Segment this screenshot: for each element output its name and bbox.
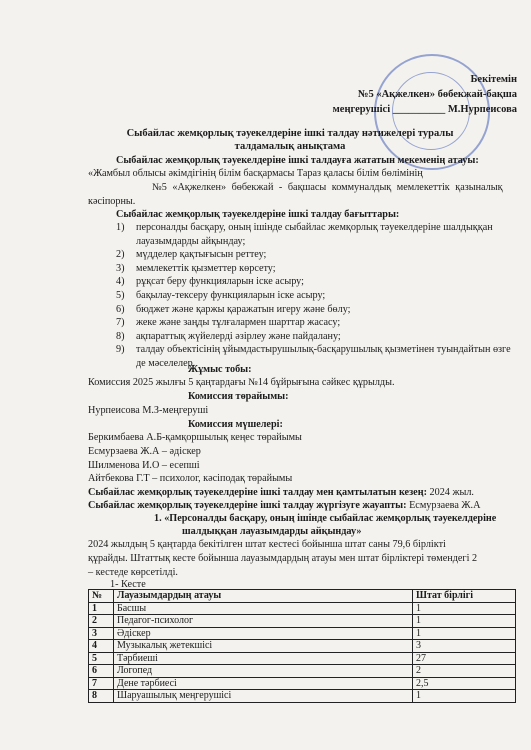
- chair-heading: Комиссия төрайымы:: [188, 391, 289, 402]
- header-units: Штат бірлігі: [413, 590, 516, 603]
- table-row: 6 Логопед 2: [89, 665, 516, 678]
- member-item: Есмурзаева Ж.А – әдіскер: [88, 446, 201, 457]
- table-row: 1 Басшы 1: [89, 602, 516, 615]
- section1-para-2: құрайды. Штаттық кесте бойынша лауазымдардың атауы мен штат бірліктері төмендегі 2: [88, 553, 478, 564]
- header-position: Лауазымдардың атауы: [114, 590, 413, 603]
- member-item: Беркимбаева А.Б-қамқоршылық кеңес төрайымы: [88, 432, 302, 443]
- list-item: 8) ақпараттық жүйелерді әзірлеу және пайдалану;: [116, 330, 341, 342]
- org-line-3: кәсіпорны.: [88, 196, 136, 207]
- table-row: 2 Педагог-психолог 1: [89, 615, 516, 628]
- section1-title-1: 1. «Персоналды басқару, оның ішінде сыбайлас жемқорлық тәуекелдеріне: [154, 513, 497, 524]
- list-item: 3) мемлекеттік қызметтер көрсету;: [116, 262, 276, 274]
- table-row: 8 Шаруашылық меңгерушісі 1: [89, 690, 516, 703]
- org-heading: Сыбайлас жемқорлық тәуекелдеріне ішкі талдауға жататын мекеменің атауы:: [116, 155, 479, 166]
- section1-para-1: 2024 жылдың 5 қаңтарда бекітілген штат кестесі бойынша штат саны 79,6 бірлікті: [88, 539, 446, 550]
- period-line: Сыбайлас жемқорлық тәуекелдеріне ішкі талдау мен қамтылатын кезең: 2024 жыл.: [88, 487, 474, 498]
- section1-title-2: шалдыққан лауазымдарды айқындау»: [182, 526, 362, 537]
- list-item: 5) бақылау-тексеру функцияларын іске асыру;: [116, 289, 326, 301]
- org-line-2: №5 «Ақжелкен» бөбекжай - бақшасы коммуналдық мемлекеттік қазыналық: [152, 182, 503, 193]
- table-row: 5 Тәрбиеші 27: [89, 652, 516, 665]
- section1-para-3: – кестеде көрсетілді.: [88, 567, 178, 578]
- document-title: Сыбайлас жемқорлық тәуекелдеріне ішкі талдау нәтижелері туралы талдамалық анықтама: [126, 128, 454, 152]
- list-item: 4) рұқсат беру функцияларын іске асыру;: [116, 276, 304, 288]
- table-header-row: [89, 590, 516, 603]
- members-heading: Комиссия мүшелері:: [188, 419, 283, 430]
- responsible-line: Сыбайлас жемқорлық тәуекелдеріне ішкі талдау жүргізуге жауапты: Есмурзаева Ж.А: [88, 500, 481, 511]
- list-item: 2) мүдделер қақтығысын реттеу;: [116, 249, 267, 261]
- chair-text: Нурпеисова М.З-меңгеруші: [88, 405, 209, 416]
- header-num: №: [89, 590, 114, 603]
- list-item: 6) бюджет және қаржы қаражатын игеру және бөлу;: [116, 303, 351, 315]
- approval-head: меңгерушісі __________ М.Нурпеисова: [332, 104, 517, 115]
- org-line-1: «Жамбыл облысы әкімдігінің білім басқармасы Тараз қаласы білім бөлімінің: [88, 168, 423, 179]
- directions-list: [116, 221, 516, 371]
- approval-org: №5 «Ақжелкен» бөбекжай-бақша: [357, 89, 517, 100]
- directions-heading: Сыбайлас жемқорлық тәуекелдеріне ішкі талдау бағыттары:: [116, 209, 400, 220]
- table-row: 3 Әдіскер 1: [89, 627, 516, 640]
- table-caption: 1- Кесте: [110, 579, 146, 590]
- member-item: Шилменова И.О – есепші: [88, 460, 200, 471]
- group-heading: Жұмыс тобы:: [188, 364, 252, 375]
- list-item: 7) жеке және заңды тұлғалармен шарттар жасасу;: [116, 317, 341, 329]
- approval-label: Бекітемін: [470, 74, 517, 85]
- table-row: 4 Музыкалық жетекшісі 3: [89, 640, 516, 653]
- table-row: 7 Дене тәрбиесі 2,5: [89, 677, 516, 690]
- member-item: Айтбекова Г.Т – психолог, кәсіподақ төрайымы: [88, 473, 293, 484]
- group-text: Комиссия 2025 жылғы 5 қаңтардағы №14 бұйрығына сәйкес құрылды.: [88, 377, 395, 388]
- approval-block: [333, 72, 517, 117]
- list-item: 1) персоналды басқару, оның ішінде сыбайлас жемқорлық тәуекелдеріне шалдыққан лауазымдарды айқындау;: [116, 222, 493, 247]
- staff-table: [88, 589, 516, 703]
- list-item: 9) талдау объектісінің ұйымдастырушылық-басқарушылық қызметінен туындайтын өзге де мәселелер.: [116, 344, 511, 369]
